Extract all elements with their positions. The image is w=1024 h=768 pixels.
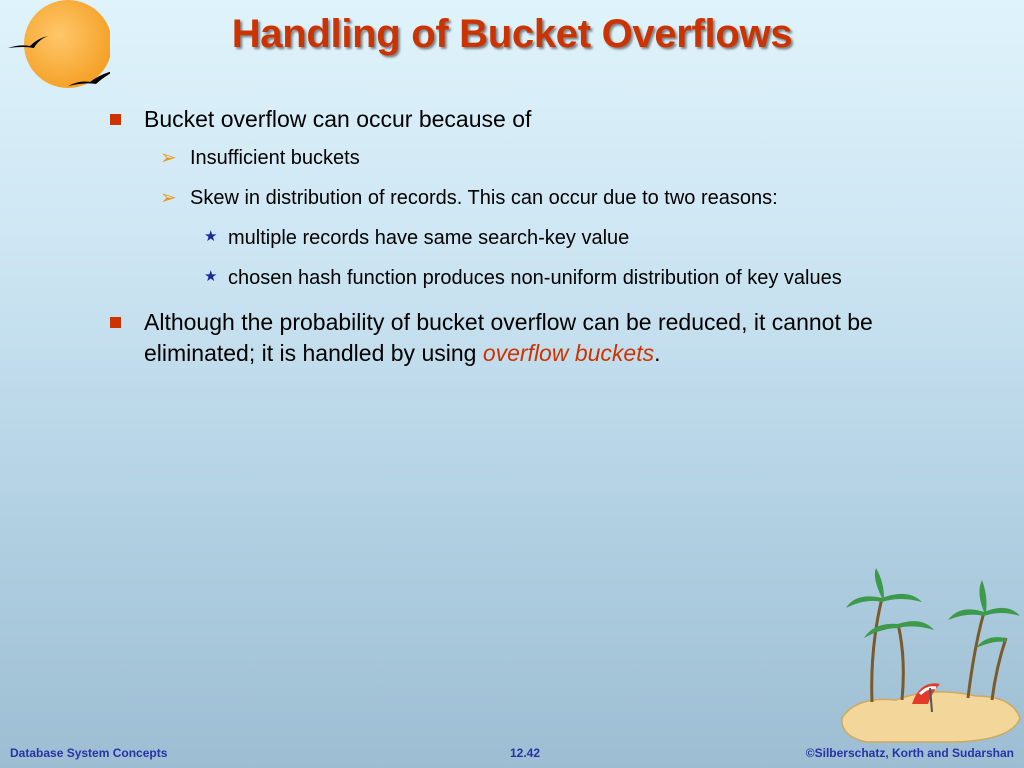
sub-bullet-text: Skew in distribution of records. This can occur due to two reasons: bbox=[190, 187, 778, 209]
bullet-text-end: . bbox=[654, 340, 661, 366]
footer-copyright: ©Silberschatz, Korth and Sudarshan bbox=[805, 746, 1014, 760]
arrow-bullet-icon: ➢ bbox=[160, 187, 177, 209]
bullet-text: Bucket overflow can occur because of bbox=[144, 106, 532, 132]
sub-bullet-text: Insufficient buckets bbox=[190, 147, 360, 169]
sub-sub-bullet-text: multiple records have same search-key value bbox=[228, 227, 630, 249]
list-item bbox=[104, 104, 964, 135]
star-bullet-icon: ★ bbox=[204, 228, 218, 245]
square-bullet-icon bbox=[110, 317, 121, 328]
overflow-buckets-emphasis: overflow buckets bbox=[482, 340, 655, 366]
footer-slide-number: 12.42 bbox=[510, 746, 541, 760]
footer-course-name: Database System Concepts bbox=[10, 746, 168, 760]
slide-content bbox=[104, 104, 964, 377]
list-item bbox=[104, 307, 964, 369]
arrow-bullet-icon: ➢ bbox=[160, 147, 177, 169]
palm-island-icon bbox=[836, 568, 1024, 744]
bullet-text: Although the probability of bucket overflow can be reduced, it cannot be eliminated; it is handled by using bbox=[144, 309, 873, 366]
list-item bbox=[104, 263, 964, 293]
sub-sub-bullet-text: chosen hash function produces non-uniform distribution of key values bbox=[228, 267, 842, 289]
square-bullet-icon bbox=[110, 114, 121, 125]
list-item bbox=[104, 143, 964, 173]
slide-title: Handling of Bucket Overflows bbox=[231, 12, 793, 56]
list-item bbox=[104, 223, 964, 253]
star-bullet-icon: ★ bbox=[204, 268, 218, 285]
list-item bbox=[104, 183, 964, 213]
